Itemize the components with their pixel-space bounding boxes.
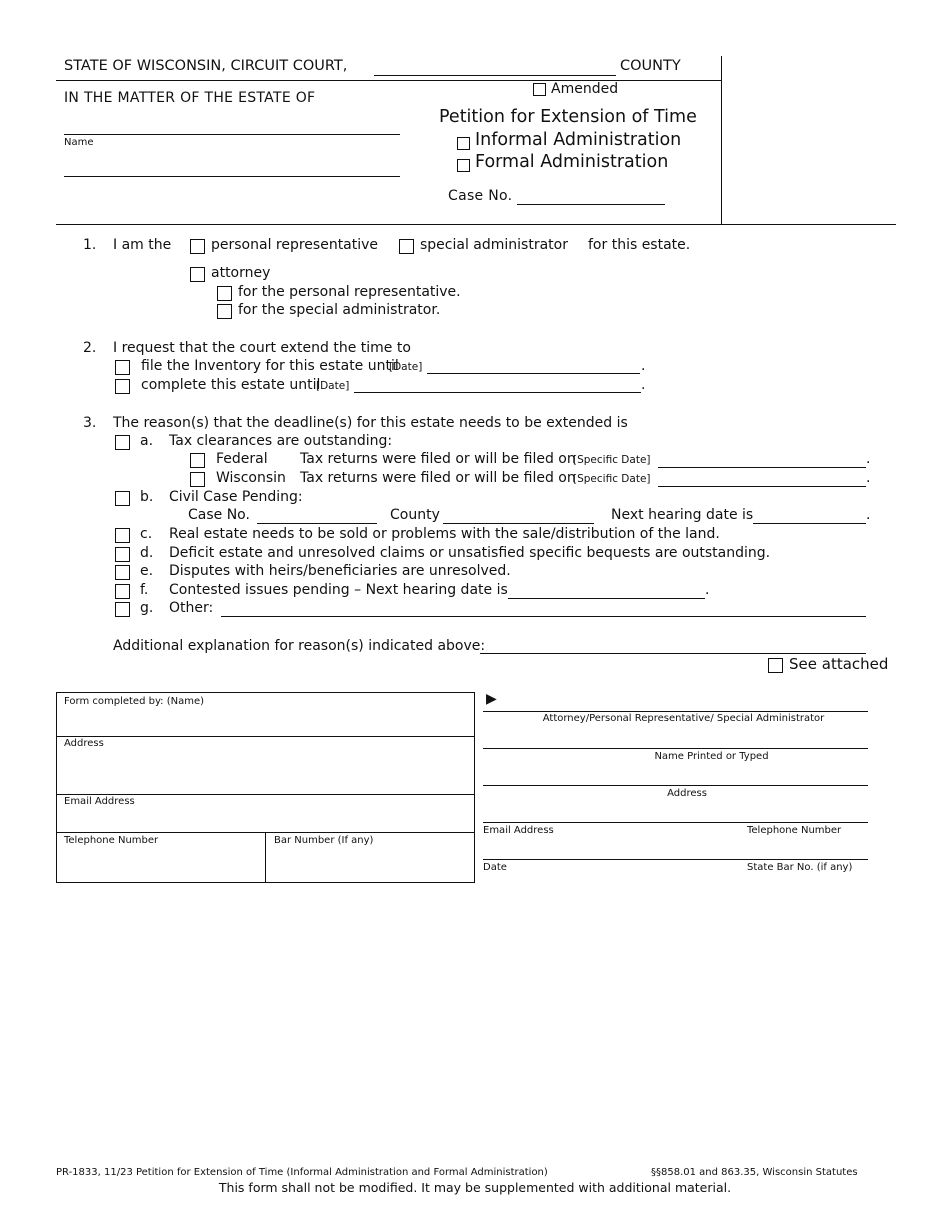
civil-county-label: County bbox=[390, 507, 440, 523]
personal-rep-checkbox[interactable] bbox=[190, 239, 205, 254]
federal-date-field[interactable] bbox=[658, 467, 866, 468]
name-printed-line[interactable] bbox=[483, 748, 868, 749]
section3-number: 3. bbox=[83, 415, 97, 431]
for-sa-checkbox[interactable] bbox=[217, 304, 232, 319]
estate-name-field-2[interactable] bbox=[64, 176, 400, 177]
sig-address-label: Address bbox=[667, 788, 707, 799]
additional-explanation-label: Additional explanation for reason(s) indicated above: bbox=[113, 638, 486, 654]
inventory-checkbox[interactable] bbox=[115, 360, 130, 375]
header-bottom-rule bbox=[56, 224, 896, 225]
name-printed-label: Name Printed or Typed bbox=[654, 751, 769, 762]
reason-g-text: Other: bbox=[169, 600, 214, 616]
federal-date-hint: [Specific Date] bbox=[573, 454, 651, 466]
see-attached-label: See attached bbox=[789, 655, 889, 673]
reason-e-letter: e. bbox=[140, 563, 154, 579]
sig-date-label: Date bbox=[483, 862, 507, 873]
wisconsin-date-field[interactable] bbox=[658, 486, 866, 487]
special-admin-label: special administrator bbox=[420, 237, 568, 253]
civil-period: . bbox=[866, 507, 871, 523]
civil-case-no-field[interactable] bbox=[257, 523, 377, 524]
reason-d-text: Deficit estate and unresolved claims or unsatisfied specific bequests are outstanding. bbox=[169, 545, 771, 561]
wisconsin-tax-text: Tax returns were filed or will be filed on bbox=[300, 470, 576, 486]
personal-rep-label: personal representative bbox=[211, 237, 379, 253]
sig-state-bar-label: State Bar No. (if any) bbox=[747, 862, 853, 873]
county-label: COUNTY bbox=[620, 58, 681, 74]
reason-f-text: Contested issues pending – Next hearing date is bbox=[169, 582, 508, 598]
sig-telephone-label: Telephone Number bbox=[747, 825, 842, 836]
completed-bar-number-label: Bar Number (If any) bbox=[274, 835, 374, 846]
footer-notice: This form shall not be modified. It may be supplemented with additional material. bbox=[218, 1180, 732, 1195]
estate-name-field[interactable] bbox=[64, 134, 400, 135]
amended-checkbox[interactable] bbox=[533, 83, 546, 96]
county-field[interactable] bbox=[374, 75, 616, 76]
special-admin-checkbox[interactable] bbox=[399, 239, 414, 254]
section2-number: 2. bbox=[83, 340, 97, 356]
completed-by-vertical-divider bbox=[265, 833, 266, 883]
reason-b-text: Civil Case Pending: bbox=[169, 489, 303, 505]
other-reason-field[interactable] bbox=[221, 616, 866, 617]
reason-a-letter: a. bbox=[140, 433, 154, 449]
reason-d-letter: d. bbox=[140, 545, 154, 561]
reason-c-letter: c. bbox=[140, 526, 153, 542]
federal-period: . bbox=[866, 451, 871, 467]
federal-tax-text: Tax returns were filed or will be filed on bbox=[300, 451, 576, 467]
informal-checkbox[interactable] bbox=[457, 137, 470, 150]
inventory-date-field[interactable] bbox=[427, 373, 640, 374]
section3-intro: The reason(s) that the deadline(s) for this estate needs to be extended is bbox=[113, 415, 628, 431]
complete-date-hint: [Date] bbox=[316, 380, 350, 392]
completed-telephone-label: Telephone Number bbox=[64, 835, 159, 846]
for-sa-label: for the special administrator. bbox=[238, 302, 441, 318]
informal-option-label: Informal Administration bbox=[475, 130, 682, 150]
reason-b-checkbox[interactable] bbox=[115, 491, 130, 506]
section1-intro: I am the bbox=[113, 237, 172, 253]
form-title: Petition for Extension of Time bbox=[439, 107, 697, 127]
court-line: STATE OF WISCONSIN, CIRCUIT COURT, bbox=[64, 58, 348, 74]
signer-label: Attorney/Personal Representative/ Special Administrator bbox=[542, 713, 825, 724]
reason-f-checkbox[interactable] bbox=[115, 584, 130, 599]
reason-a-text: Tax clearances are outstanding: bbox=[169, 433, 393, 449]
complete-checkbox[interactable] bbox=[115, 379, 130, 394]
completed-address-label: Address bbox=[64, 738, 104, 749]
federal-label: Federal bbox=[216, 451, 268, 467]
complete-label: complete this estate until bbox=[141, 377, 321, 393]
reason-e-checkbox[interactable] bbox=[115, 565, 130, 580]
estate-label: IN THE MATTER OF THE ESTATE OF bbox=[64, 90, 316, 106]
case-no-field[interactable] bbox=[517, 204, 665, 205]
sig-email-label: Email Address bbox=[483, 825, 554, 836]
inventory-label: file the Inventory for this estate until bbox=[141, 358, 399, 374]
reason-b-letter: b. bbox=[140, 489, 154, 505]
wisconsin-period: . bbox=[866, 470, 871, 486]
completed-email-label: Email Address bbox=[64, 796, 135, 807]
sig-date-bar-line[interactable] bbox=[483, 859, 868, 860]
for-pr-label: for the personal representative. bbox=[238, 284, 461, 300]
for-estate-label: for this estate. bbox=[588, 237, 691, 253]
civil-next-hearing-field[interactable] bbox=[753, 523, 866, 524]
civil-county-field[interactable] bbox=[443, 523, 594, 524]
header-vertical-divider bbox=[721, 56, 722, 224]
reason-a-checkbox[interactable] bbox=[115, 435, 130, 450]
complete-date-field[interactable] bbox=[354, 392, 641, 393]
completed-by-divider-1 bbox=[56, 736, 475, 737]
see-attached-checkbox[interactable] bbox=[768, 658, 783, 673]
inventory-date-hint: [Date] bbox=[389, 361, 423, 373]
complete-period: . bbox=[641, 377, 646, 393]
attorney-label: attorney bbox=[211, 265, 271, 281]
reason-c-text: Real estate needs to be sold or problems with the sale/distribution of the land. bbox=[169, 526, 720, 542]
formal-checkbox[interactable] bbox=[457, 159, 470, 172]
section2-intro: I request that the court extend the time to bbox=[113, 340, 411, 356]
sig-email-phone-line[interactable] bbox=[483, 822, 868, 823]
name-label: Name bbox=[64, 137, 94, 148]
for-pr-checkbox[interactable] bbox=[217, 286, 232, 301]
completed-by-divider-2 bbox=[56, 794, 475, 795]
reason-g-checkbox[interactable] bbox=[115, 602, 130, 617]
wisconsin-checkbox[interactable] bbox=[190, 472, 205, 487]
contested-period: . bbox=[705, 582, 710, 598]
reason-c-checkbox[interactable] bbox=[115, 528, 130, 543]
wisconsin-label: Wisconsin bbox=[216, 470, 286, 486]
additional-explanation-field[interactable] bbox=[480, 653, 866, 654]
case-no-label: Case No. bbox=[448, 188, 513, 204]
section1-number: 1. bbox=[83, 237, 97, 253]
federal-checkbox[interactable] bbox=[190, 453, 205, 468]
civil-next-hearing-label: Next hearing date is bbox=[611, 507, 754, 523]
civil-case-no-label: Case No. bbox=[188, 507, 250, 523]
signature-line[interactable] bbox=[483, 711, 868, 712]
inventory-period: . bbox=[641, 358, 646, 374]
completed-by-label: Form completed by: (Name) bbox=[64, 696, 204, 707]
footer-statutes: §§858.01 and 863.35, Wisconsin Statutes bbox=[651, 1167, 858, 1178]
signature-arrow-icon: ▶ bbox=[486, 691, 497, 707]
contested-date-field[interactable] bbox=[508, 598, 705, 599]
footer-form-id: PR-1833, 11/23 Petition for Extension of Time (Informal Administration and Formal Administration) bbox=[56, 1167, 548, 1178]
amended-label: Amended bbox=[551, 81, 619, 97]
header-divider bbox=[56, 80, 721, 81]
reason-e-text: Disputes with heirs/beneficiaries are unresolved. bbox=[169, 563, 511, 579]
attorney-checkbox[interactable] bbox=[190, 267, 205, 282]
formal-option-label: Formal Administration bbox=[475, 152, 669, 172]
reason-g-letter: g. bbox=[140, 600, 154, 616]
reason-f-letter: f. bbox=[140, 582, 149, 598]
wisconsin-date-hint: [Specific Date] bbox=[573, 473, 651, 485]
reason-d-checkbox[interactable] bbox=[115, 547, 130, 562]
sig-address-line[interactable] bbox=[483, 785, 868, 786]
